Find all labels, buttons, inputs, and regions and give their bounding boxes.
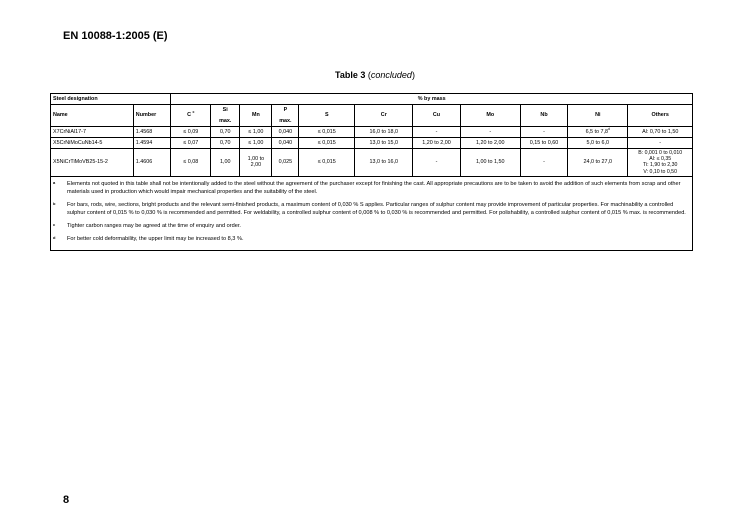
header-c	[171, 105, 211, 127]
others-line: V: 0,10 to 0,50	[643, 168, 677, 175]
cell-mo: -	[460, 127, 520, 138]
cell-number: 1.4594	[133, 138, 171, 149]
cell-name: X5CrNiMoCuNb14-5	[51, 138, 134, 149]
cell-ni: 24,0 to 27,0	[568, 149, 628, 177]
cell-cr: 16,0 to 18,0	[355, 127, 413, 138]
cell-others: Al: 0,70 to 1,50	[628, 127, 693, 138]
cell-cr: 13,0 to 15,0	[355, 138, 413, 149]
footnotes-cell	[51, 176, 693, 250]
footnotes-row	[51, 176, 693, 250]
cell-number: 1.4606	[133, 149, 171, 177]
cell-si: 1,00	[211, 149, 240, 177]
header-percent-by-mass: % by mass	[171, 94, 693, 105]
cell-p: 0,040	[272, 138, 299, 149]
header-nb: Nb	[520, 105, 567, 127]
page-number: 8	[63, 494, 70, 506]
header-s: S	[299, 105, 355, 127]
header-cr: Cr	[355, 105, 413, 127]
cell-others: -	[628, 138, 693, 149]
cell-nb: -	[520, 149, 567, 177]
cell-name: X7CrNiAl17-7	[51, 127, 134, 138]
header-others: Others	[628, 105, 693, 127]
cell-ni	[568, 127, 628, 138]
cell-nb: -	[520, 127, 567, 138]
footnote-text: For bars, rods, wire, sections, bright products and the relevant semi-finished products, a maximum content of 0,030 % S applies. Particular ranges of sulphur content may provide improvement of particular properties. For machinability a controlled sulphur content of 0,015 % to 0,030 % is recommended and permitted. For weldability, a controlled sulphur content of 0,008 % to 0,030 % is recommended and permitted. For polishability, a controlled sulphur content of 0,015 % max. is recommended.	[67, 202, 686, 217]
others-line: Ti: 1,90 to 2,30	[642, 162, 678, 169]
header-row-columns	[51, 105, 693, 117]
cell-mo: 1,00 to 1,50	[460, 149, 520, 177]
footnote-text: For better cold deformability, the upper limit may be increased to 8,3 %.	[67, 236, 244, 243]
caption-paren-open: (	[367, 70, 371, 80]
footnote	[53, 235, 690, 243]
cell-mo: 1,20 to 2,00	[460, 138, 520, 149]
cell-s: ≤ 0,015	[299, 127, 355, 138]
cell-name: X5NiCrTiMoVB25-15-2	[51, 149, 134, 177]
header-si: Si	[211, 105, 240, 117]
others-line: B: 0,001 0 to 0,010	[638, 150, 683, 156]
footnote	[53, 222, 690, 230]
cell-mn	[240, 149, 272, 177]
cell-si: 0,70	[211, 127, 240, 138]
footnote-mark: d	[53, 235, 56, 241]
header-p-max: max.	[272, 116, 299, 127]
header-number: Number	[133, 105, 171, 127]
cell-ni-value: 6,5 to 7,8	[585, 128, 609, 135]
cell-si: 0,70	[211, 138, 240, 149]
footnote-mark: a	[53, 179, 56, 185]
footnote	[53, 180, 690, 196]
header-ni: Ni	[568, 105, 628, 127]
cell-s: ≤ 0,015	[299, 138, 355, 149]
footnote-mark: c	[53, 222, 56, 228]
header-row-group	[51, 94, 693, 105]
header-c-label: C	[187, 112, 192, 119]
cell-p: 0,025	[272, 149, 299, 177]
header-mn: Mn	[240, 105, 272, 127]
composition-table	[50, 93, 693, 251]
cell-ni: 5,0 to 6,0	[568, 138, 628, 149]
cell-ni-footnote-mark: d	[608, 126, 610, 131]
caption-paren-close: )	[411, 70, 415, 80]
cell-c: ≤ 0,09	[171, 127, 211, 138]
footnote	[53, 201, 690, 217]
cell-cu: 1,20 to 2,00	[413, 138, 460, 149]
header-c-footnote-mark: c	[192, 110, 195, 115]
cell-p: 0,040	[272, 127, 299, 138]
footnote-text: Elements not quoted in this table shall not be intentionally added to the steel without the agreement of the purchaser except for finishing the cast. All appropriate precautions are to be taken to avoid the addition of such elements from scrap and other materials used in production which would impair mechanical properties and the suitability of the steel.	[67, 180, 681, 196]
header-name: Name	[51, 105, 134, 127]
footnote-mark: b	[53, 201, 56, 207]
cell-cu: -	[413, 127, 460, 138]
cell-c: ≤ 0,07	[171, 138, 211, 149]
cell-c: ≤ 0,08	[171, 149, 211, 177]
table-row	[51, 138, 693, 149]
cell-number: 1.4568	[133, 127, 171, 138]
table-caption-number: Table 3	[335, 70, 366, 80]
cell-mn-value: 1,00 to 2,00	[247, 155, 265, 169]
header-cu: Cu	[413, 105, 460, 127]
cell-mn: ≤ 1,00	[240, 138, 272, 149]
table-row	[51, 149, 693, 177]
others-line: Al: ≤ 0,35	[649, 156, 672, 163]
cell-cu: -	[413, 149, 460, 177]
cell-mn: ≤ 1,00	[240, 127, 272, 138]
table-caption-note: concluded	[370, 70, 412, 80]
header-mo: Mo	[460, 105, 520, 127]
header-p: P	[272, 105, 299, 117]
cell-nb: 0,15 to 0,60	[520, 138, 567, 149]
document-id: EN 10088-1:2005 (E)	[63, 30, 168, 42]
header-steel-designation: Steel designation	[51, 94, 171, 105]
table-row	[51, 127, 693, 138]
cell-cr: 13,0 to 16,0	[355, 149, 413, 177]
header-si-max: max.	[211, 116, 240, 127]
table-caption	[0, 70, 750, 80]
cell-others	[628, 149, 693, 177]
footnote-text: Tighter carbon ranges may be agreed at the time of enquiry and order.	[67, 223, 241, 230]
cell-s: ≤ 0,015	[299, 149, 355, 177]
